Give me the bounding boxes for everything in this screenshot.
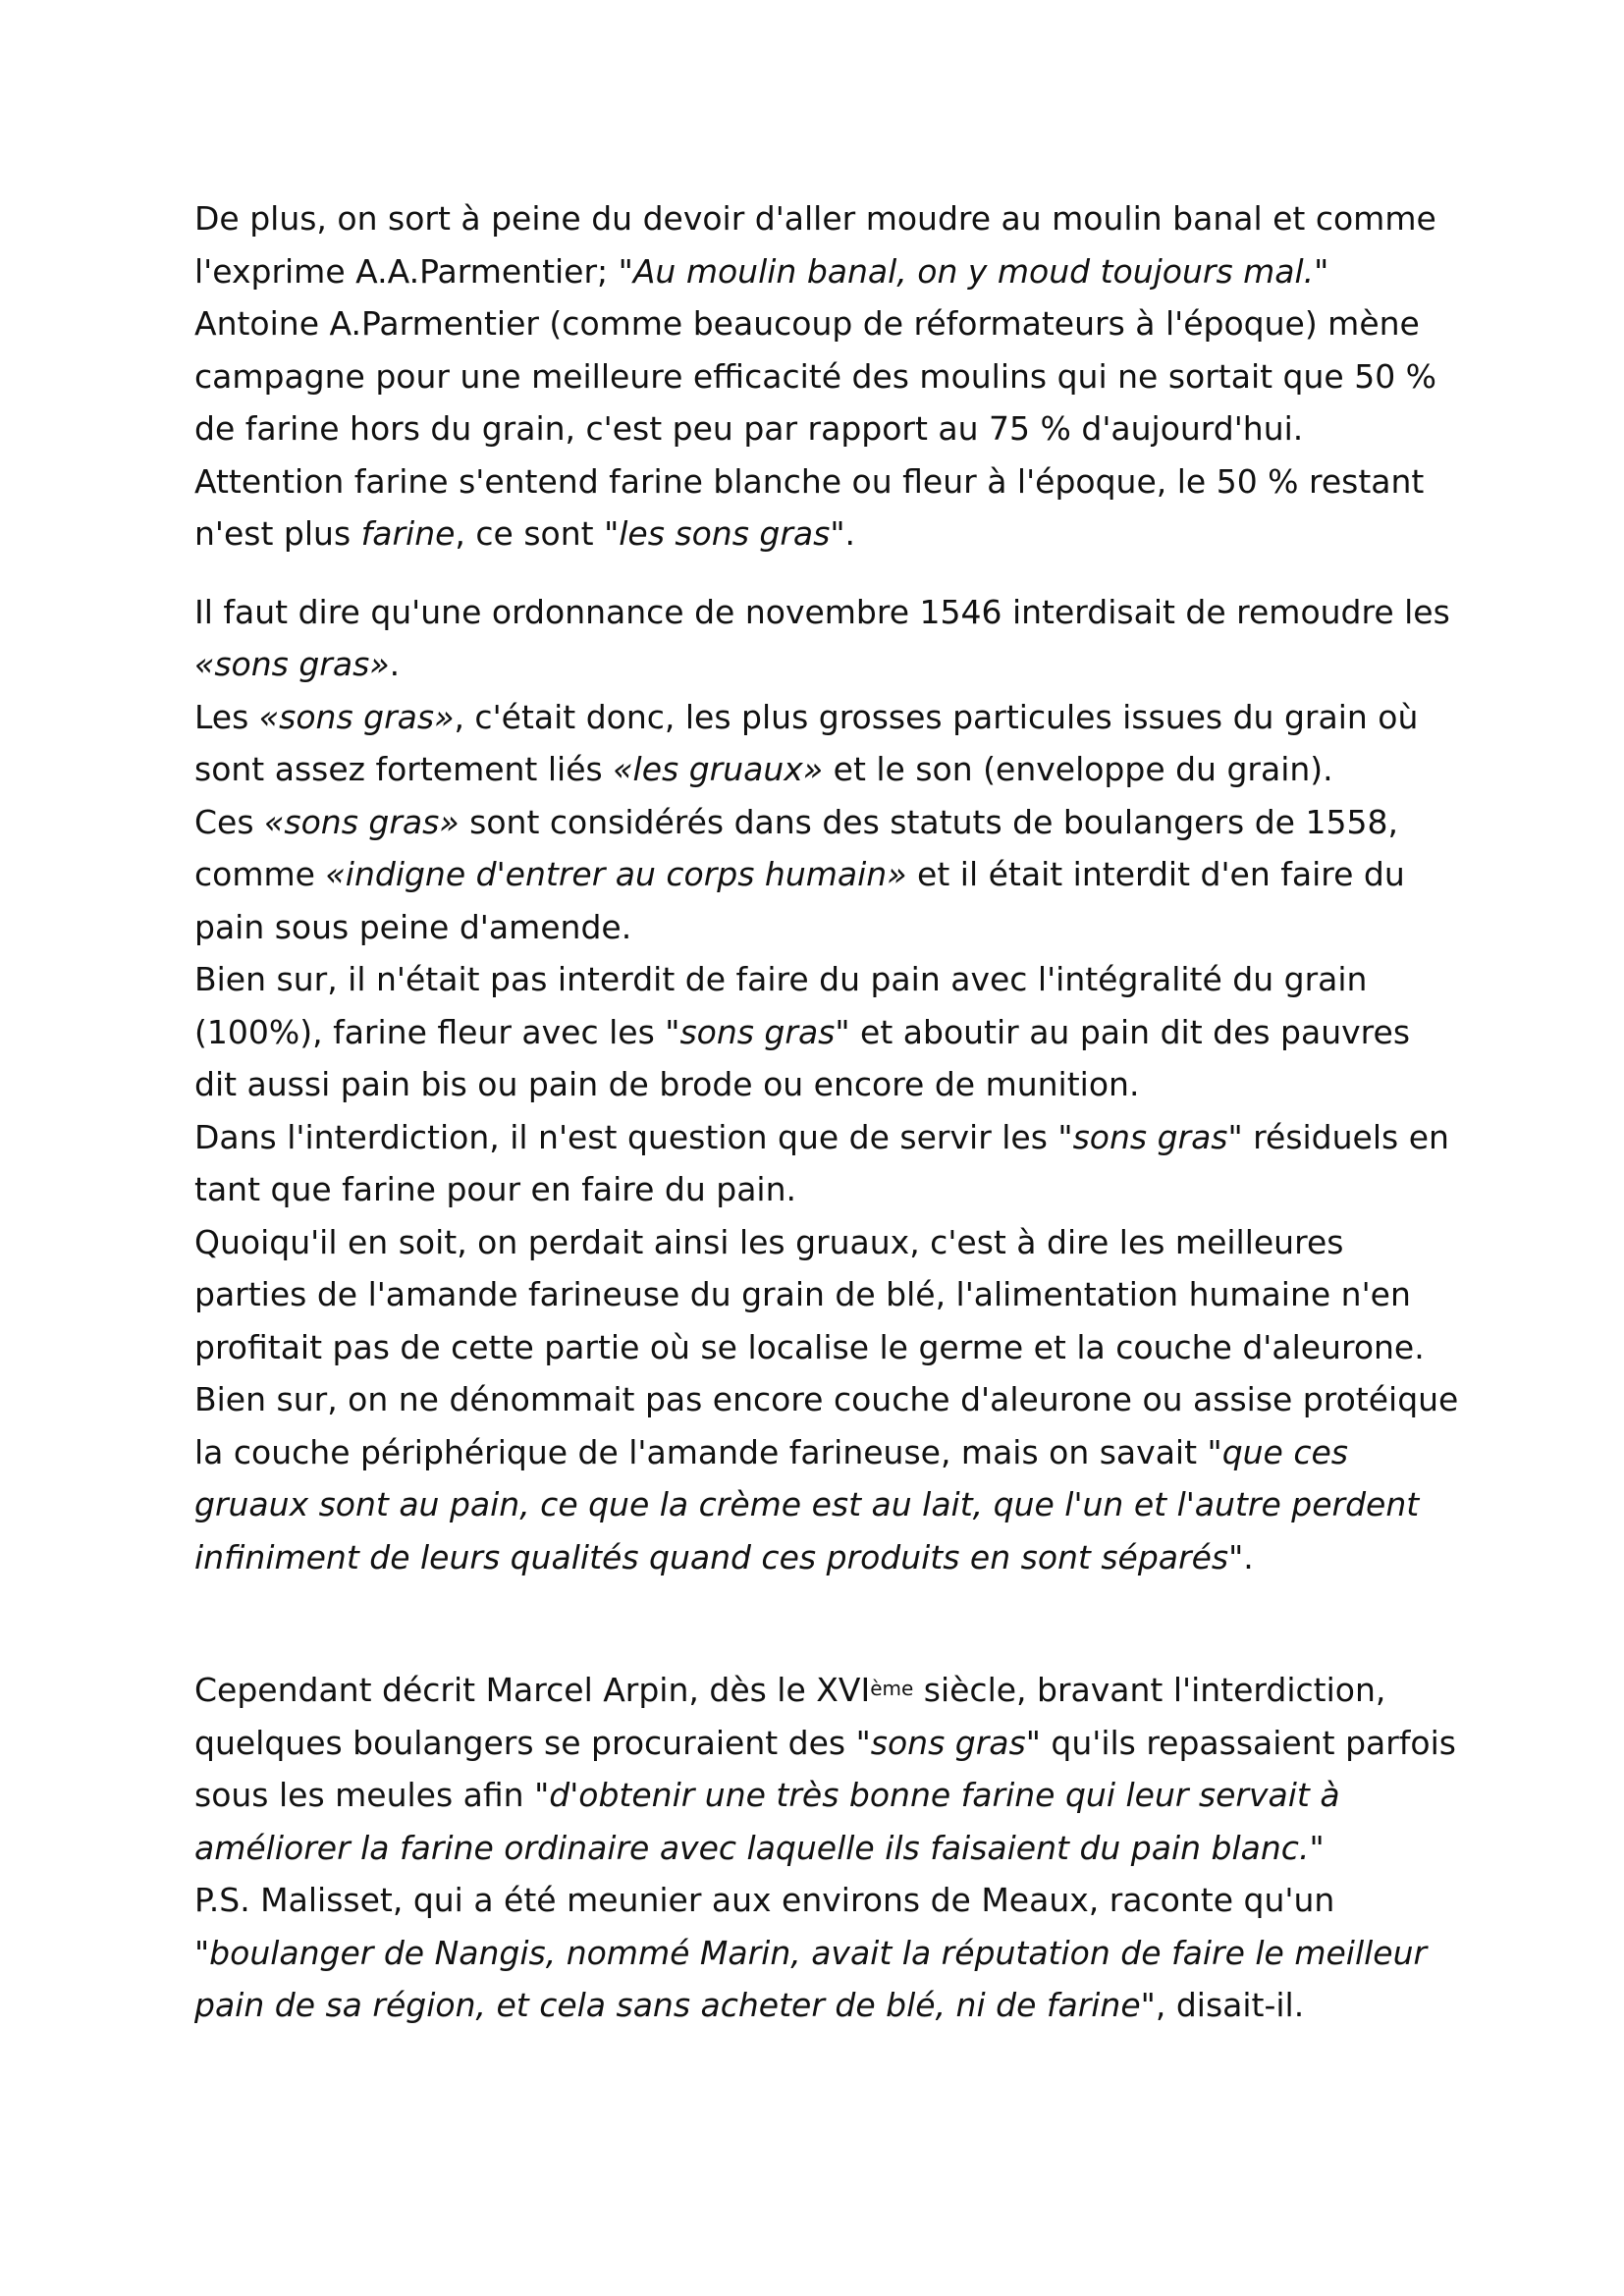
text: Attention farine s'entend farine blanche ou fleur à l'époque, le 50 % restant n'est plus: [194, 461, 1425, 553]
text: sont considérés dans des statuts de boulangers de 1558, comme: [194, 802, 1398, 893]
paragraph-5: [194, 691, 1461, 796]
quote: "Au moulin banal, on y moud toujours mal.": [618, 251, 1329, 291]
document-page: [194, 192, 1461, 2032]
paragraph-2: [194, 297, 1461, 455]
quote: "que ces gruaux sont au pain, ce que la crème est au lait, que l'un et l'autre perdent infiniment de leurs qualités quand ces produits en sont séparés": [194, 1432, 1420, 1576]
text: Antoine A.Parmentier (comme beaucoup de réformateurs à l'époque) mène campagne pour une meilleure efficacité des moulins qui ne sortait que 50 % de farine hors du grain, c'est peu par rapport au 75 % d'aujourd'hui.: [194, 304, 1437, 448]
text: Ces: [194, 802, 265, 841]
text: Cependant décrit Marcel Arpin, dès le XVI: [194, 1671, 871, 1709]
paragraph-spacer: [194, 1583, 1461, 1664]
paragraph-9: [194, 1216, 1461, 1374]
italic-term: «sons gras»: [258, 697, 455, 736]
italic-term: "sons gras": [855, 1723, 1041, 1762]
italic-term: «les gruaux»: [613, 750, 824, 788]
paragraph-1: [194, 192, 1461, 297]
text: Il faut dire qu'une ordonnance de novembre 1546 interdisait de remoudre les: [194, 592, 1450, 631]
text: , c'était donc, les plus grosses particules issues du grain où sont assez fortement liés: [194, 697, 1419, 788]
paragraph-11: [194, 1664, 1461, 1874]
italic-term: "les sons gras": [604, 514, 845, 553]
text: et aboutir au pain dit des pauvres dit aussi pain bis ou pain de brode ou encore de munition.: [194, 1012, 1411, 1103]
text: .: [844, 514, 855, 553]
superscript: ème: [870, 1677, 914, 1700]
text: , ce sont: [455, 514, 605, 553]
text: résiduels en tant que farine pour en faire du pain.: [194, 1117, 1449, 1208]
paragraph-3: [194, 455, 1461, 561]
text: .: [389, 645, 401, 683]
text: Dans l'interdiction, il n'est question que de servir les: [194, 1117, 1058, 1156]
text: P.S. Malisset, qui a été meunier aux environs de Meaux, raconte qu'un: [194, 1881, 1335, 1919]
text: qu'ils repassaient parfois sous les meules afin: [194, 1723, 1456, 1814]
paragraph-7: [194, 953, 1461, 1111]
paragraph-4: [194, 586, 1461, 691]
italic-term: «sons gras»: [264, 802, 460, 841]
text: .: [1243, 1537, 1254, 1576]
paragraph-6: [194, 796, 1461, 954]
text: Bien sur, on ne dénommait pas encore couche d'aleurone ou assise protéique la couche périphérique de l'amande farineuse, mais on savait: [194, 1380, 1459, 1471]
paragraph-spacer: [194, 561, 1461, 586]
text: Bien sur, il n'était pas interdit de faire du pain avec l'intégralité du grain (100%), farine fleur avec les: [194, 960, 1368, 1051]
paragraph-10: [194, 1373, 1461, 1583]
italic-term: "sons gras": [665, 1012, 850, 1051]
italic-term: "sons gras": [1057, 1117, 1243, 1156]
italic-term: «sons gras»: [194, 645, 390, 683]
text: et le son (enveloppe du grain).: [823, 750, 1333, 788]
text: , disait-il.: [1155, 1986, 1305, 2024]
italic-term: «indigne d'entrer au corps humain»: [325, 855, 907, 893]
text: De plus, on sort à peine du devoir d'aller moudre au moulin banal et comme l'exprime A.A.Parmentier;: [194, 199, 1436, 291]
text: Quoiqu'il en soit, on perdait ainsi les gruaux, c'est à dire les meilleures parties de l'amande farineuse du grain de blé, l'alimentation humaine n'en profitait pas de cette partie où se localise le germe et la couche d'aleurone.: [194, 1222, 1425, 1366]
text: Les: [194, 697, 259, 736]
text: et il était interdit d'en faire du pain sous peine d'amende.: [194, 855, 1405, 946]
italic-term: farine: [360, 514, 456, 553]
quote: "boulanger de Nangis, nommé Marin, avait la réputation de faire le meilleur pain de sa région, et cela sans acheter de blé, ni de farine": [194, 1933, 1428, 2024]
quote: "d'obtenir une très bonne farine qui leur servait à améliorer la farine ordinaire avec laquelle ils faisaient du pain blanc.": [194, 1776, 1340, 1867]
text: siècle, bravant l'interdiction, quelques boulangers se procuraient des: [194, 1671, 1386, 1762]
paragraph-8: [194, 1111, 1461, 1216]
paragraph-12: [194, 1874, 1461, 2032]
